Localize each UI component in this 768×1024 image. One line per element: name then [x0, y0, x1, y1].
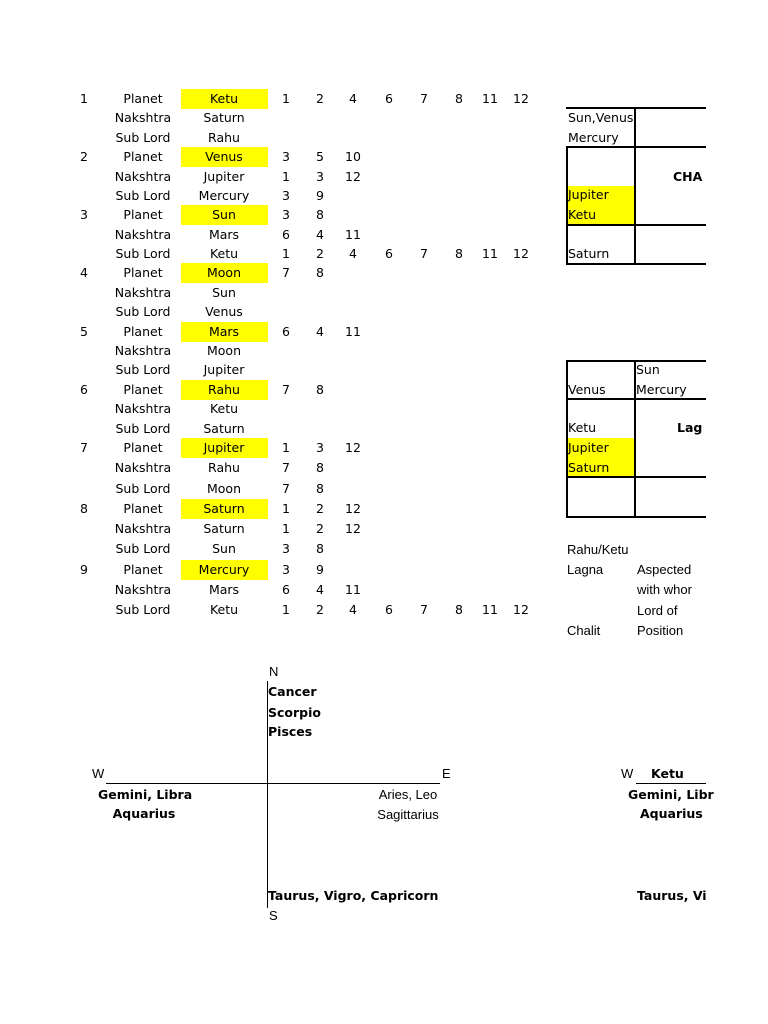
row-label: Sub Lord: [115, 304, 171, 319]
cell-ketu-lagna: Ketu: [568, 420, 597, 435]
house-value: 12: [345, 440, 361, 455]
house-value: 1: [282, 169, 290, 184]
planet-name: Ketu: [209, 602, 239, 617]
west-signs-right-1: Gemini, Libr: [628, 787, 714, 802]
house-value: 8: [316, 481, 324, 496]
planet-name: Venus: [205, 149, 243, 164]
legend-lagna: Lagna: [567, 562, 604, 577]
house-value: 8: [316, 541, 324, 556]
house-value: 10: [345, 149, 361, 164]
planet-name: Saturn: [203, 421, 245, 436]
row-label: Planet: [123, 265, 163, 280]
house-value: 4: [316, 582, 324, 597]
west-label: W: [92, 766, 105, 781]
house-value: 8: [455, 602, 463, 617]
planet-name: Jupiter: [203, 440, 245, 455]
house-value: 12: [345, 169, 361, 184]
planet-name: Mars: [208, 324, 240, 339]
row-label: Planet: [123, 501, 163, 516]
house-value: 6: [385, 91, 393, 106]
row-label: Sub Lord: [115, 421, 171, 436]
legend-lord-of: Lord of: [637, 603, 678, 618]
house-value: 3: [316, 169, 324, 184]
row-label: Planet: [123, 440, 163, 455]
row-label: Planet: [123, 207, 163, 222]
planet-name: Sun: [212, 207, 236, 222]
house-value: 11: [345, 582, 361, 597]
house-value: 12: [345, 521, 361, 536]
west-label-right: W: [621, 766, 634, 781]
house-value: 7: [420, 602, 428, 617]
west-planet-ketu: Ketu: [651, 766, 684, 781]
house-value: 6: [282, 582, 290, 597]
row-label: Planet: [123, 149, 163, 164]
row-label: Nakshtra: [114, 401, 172, 416]
house-value: 12: [513, 602, 529, 617]
cell-jupiter-lagna: Jupiter: [568, 440, 609, 455]
planet-name: Rahu: [208, 382, 240, 397]
house-value: 1: [282, 246, 290, 261]
house-value: 7: [420, 91, 428, 106]
legend-chalit: Chalit: [567, 623, 601, 638]
house-value: 11: [482, 246, 498, 261]
house-value: 1: [282, 440, 290, 455]
row-label: Nakshtra: [114, 343, 172, 358]
row-label: Nakshtra: [114, 582, 172, 597]
east-label: E: [442, 766, 451, 781]
legend-with-whom: with whor: [637, 582, 692, 597]
south-signs-right: Taurus, Vi: [637, 888, 707, 903]
north-sign-2: Scorpio: [268, 705, 321, 720]
we-axis-right: [636, 783, 706, 784]
house-value: 4: [349, 91, 357, 106]
house-value: 7: [420, 246, 428, 261]
house-value: 8: [316, 460, 324, 475]
cell-mercury-lagna: Mercury: [636, 382, 687, 397]
planet-name: Sun: [212, 285, 236, 300]
planet-name: Jupiter: [203, 169, 245, 184]
house-value: 3: [282, 562, 290, 577]
house-value: 1: [282, 501, 290, 516]
house-value: 9: [316, 188, 324, 203]
house-value: 2: [316, 91, 324, 106]
house-value: 12: [513, 91, 529, 106]
house-value: 8: [455, 246, 463, 261]
chalit-title: CHA: [673, 169, 703, 184]
east-signs-2: Sagittarius: [377, 807, 439, 822]
house-value: 3: [282, 207, 290, 222]
row-label: Nakshtra: [114, 169, 172, 184]
house-value: 6: [385, 246, 393, 261]
row-number: 7: [80, 440, 88, 455]
planet-name: Mercury: [198, 562, 250, 577]
planet-name: Ketu: [209, 401, 239, 416]
house-value: 6: [385, 602, 393, 617]
planet-name: Mars: [208, 227, 240, 242]
we-axis: [106, 783, 440, 784]
planet-name: Ketu: [209, 246, 239, 261]
row-number: 9: [80, 562, 88, 577]
planet-name: Venus: [205, 304, 243, 319]
house-value: 4: [316, 227, 324, 242]
house-value: 7: [282, 460, 290, 475]
row-label: Planet: [123, 91, 163, 106]
north-sign-3: Pisces: [268, 724, 313, 739]
house-value: 9: [316, 562, 324, 577]
row-label: Sub Lord: [115, 246, 171, 261]
cell-venus: Venus: [568, 382, 606, 397]
house-value: 5: [316, 149, 324, 164]
house-value: 11: [482, 91, 498, 106]
south-signs: Taurus, Vigro, Capricorn: [268, 888, 439, 903]
row-number: 5: [80, 324, 88, 339]
planet-name: Rahu: [208, 460, 240, 475]
legend-position: Position: [637, 623, 684, 638]
cell-ketu: Ketu: [568, 207, 597, 222]
row-label: Planet: [123, 562, 163, 577]
legend-rahu-ketu: Rahu/Ketu: [567, 542, 629, 557]
planet-name: Sun: [212, 541, 236, 556]
planet-name: Ketu: [209, 91, 239, 106]
lagna-title: Lag: [677, 420, 703, 435]
cell-saturn: Saturn: [568, 246, 610, 261]
row-label: Nakshtra: [114, 110, 172, 125]
house-value: 3: [282, 149, 290, 164]
planet-name: Saturn: [203, 110, 245, 125]
house-value: 11: [482, 602, 498, 617]
north-sign-1: Cancer: [268, 684, 317, 699]
house-value: 7: [282, 481, 290, 496]
row-label: Nakshtra: [114, 285, 172, 300]
house-value: 1: [282, 602, 290, 617]
house-value: 3: [282, 188, 290, 203]
cell-sun: Sun: [636, 362, 660, 377]
row-label: Nakshtra: [114, 460, 172, 475]
planet-name: Jupiter: [203, 362, 245, 377]
row-number: 8: [80, 501, 88, 516]
planet-name: Rahu: [208, 130, 240, 145]
house-value: 12: [345, 501, 361, 516]
house-value: 11: [345, 227, 361, 242]
planet-name: Mercury: [198, 188, 250, 203]
house-value: 7: [282, 265, 290, 280]
row-number: 4: [80, 265, 88, 280]
planet-name: Saturn: [203, 521, 245, 536]
planet-name: Saturn: [203, 501, 245, 516]
cell-jupiter: Jupiter: [568, 187, 609, 202]
house-value: 3: [316, 440, 324, 455]
west-signs-right-2: Aquarius: [640, 806, 703, 821]
row-label: Sub Lord: [115, 362, 171, 377]
cell-sun-venus: Sun,Venus: [568, 110, 634, 125]
legend-aspected: Aspected: [637, 562, 692, 577]
house-value: 11: [345, 324, 361, 339]
cell-saturn-lagna: Saturn: [568, 460, 610, 475]
cell-mercury: Mercury: [568, 130, 619, 145]
row-label: Planet: [123, 324, 163, 339]
row-number: 6: [80, 382, 88, 397]
house-value: 8: [455, 91, 463, 106]
house-value: 8: [316, 265, 324, 280]
house-value: 2: [316, 521, 324, 536]
south-label: S: [269, 908, 278, 923]
row-label: Nakshtra: [114, 227, 172, 242]
house-value: 8: [316, 382, 324, 397]
house-value: 1: [282, 521, 290, 536]
house-value: 12: [513, 246, 529, 261]
house-value: 3: [282, 541, 290, 556]
row-label: Planet: [123, 382, 163, 397]
east-signs-1: Aries, Leo: [378, 787, 438, 802]
house-value: 4: [316, 324, 324, 339]
house-value: 8: [316, 207, 324, 222]
planet-name: Mars: [208, 582, 240, 597]
west-signs-1: Gemini, Libra: [98, 787, 193, 802]
planet-name: Moon: [206, 343, 241, 358]
west-signs-2: Aquarius: [112, 806, 176, 821]
house-value: 2: [316, 602, 324, 617]
planet-name: Moon: [206, 481, 241, 496]
row-label: Sub Lord: [115, 188, 171, 203]
row-label: Sub Lord: [115, 602, 171, 617]
house-value: 6: [282, 324, 290, 339]
house-value: 7: [282, 382, 290, 397]
house-value: 6: [282, 227, 290, 242]
north-label: N: [269, 664, 279, 679]
row-number: 3: [80, 207, 88, 222]
row-number: 2: [80, 149, 88, 164]
house-value: 2: [316, 246, 324, 261]
planet-name: Moon: [206, 265, 241, 280]
house-value: 2: [316, 501, 324, 516]
row-label: Sub Lord: [115, 541, 171, 556]
row-label: Sub Lord: [115, 481, 171, 496]
row-number: 1: [80, 91, 88, 106]
house-value: 4: [349, 246, 357, 261]
row-label: Sub Lord: [115, 130, 171, 145]
row-label: Nakshtra: [114, 521, 172, 536]
house-value: 1: [282, 91, 290, 106]
house-value: 4: [349, 602, 357, 617]
